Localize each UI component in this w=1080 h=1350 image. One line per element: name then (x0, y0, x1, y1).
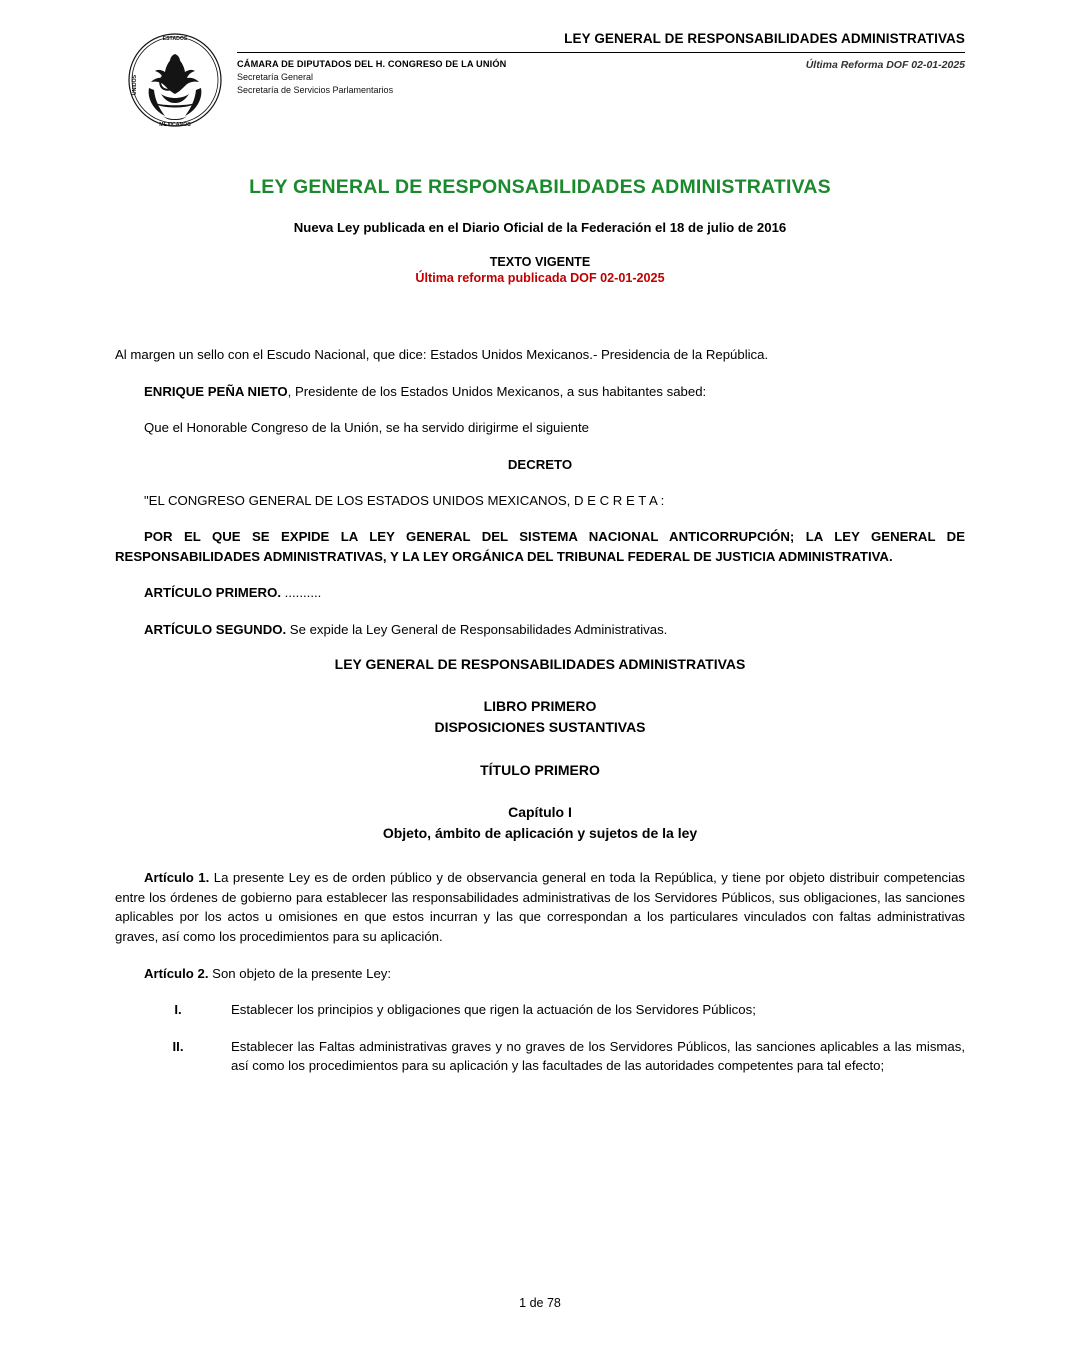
header-camara-line3: Secretaría de Servicios Parlamentarios (237, 85, 394, 96)
capitulo-nombre: Objeto, ámbito de aplicación y sujetos de la ley (382, 825, 698, 842)
fraccion-number: II. (172, 1038, 184, 1054)
capitulo-block (115, 802, 965, 844)
document-last-reform: Última reforma publicada DOF 02-01-2025 (415, 271, 665, 285)
header-camara-block (237, 58, 506, 97)
articulo-primero-label: ARTÍCULO PRIMERO. (144, 585, 282, 601)
president-name: ENRIQUE PEÑA NIETO (144, 383, 288, 399)
svg-text:ESTADOS: ESTADOS (162, 36, 188, 42)
articulo-2-label: Artículo 2. (144, 965, 209, 981)
svg-text:MEXICANOS: MEXICANOS (159, 122, 191, 128)
page-header (0, 0, 1080, 130)
expide-paragraph: POR EL QUE SE EXPIDE LA LEY GENERAL DEL SISTEMA NACIONAL ANTICORRUPCIÓN; LA LEY GENERAL DE RESPONSABILIDADES ADMINISTRATIVAS, Y LA LEY ORGÁNICA DEL TRIBUNAL FEDERAL DE JUSTICIA ADMINISTRATIVA. (115, 529, 965, 564)
list-item (115, 1000, 965, 1020)
margin-seal-paragraph: Al margen un sello con el Escudo Nacional, que dice: Estados Unidos Mexicanos.- Presidencia de la República. (115, 347, 769, 362)
president-rest: , Presidente de los Estados Unidos Mexicanos, a sus habitantes sabed: (287, 383, 707, 399)
fraccion-text: Establecer los principios y obligaciones que rigen la actuación de los Servidores Públicos; (231, 1002, 756, 1018)
libro-primero-heading: LIBRO PRIMERO (483, 698, 597, 715)
capitulo-heading: Capítulo I (508, 804, 572, 821)
header-subrow (237, 58, 965, 97)
congress-paragraph: Que el Honorable Congreso de la Unión, se ha servido dirigirme el siguiente (144, 420, 589, 436)
page-footer (0, 1296, 1080, 1310)
header-text-block (237, 28, 965, 97)
document-title: LEY GENERAL DE RESPONSABILIDADES ADMINISTRATIVAS (249, 176, 831, 198)
disposiciones-heading: DISPOSICIONES SUSTANTIVAS (434, 719, 646, 736)
titulo-primero-heading: TÍTULO PRIMERO (480, 762, 600, 779)
header-camara-line2: Secretaría General (237, 72, 314, 83)
articulo-primero-paragraph (115, 583, 965, 603)
articulo-1-text: La presente Ley es de orden público y de observancia general en toda la República, y tiene por objeto distribuir competencias entre los órdenes de gobierno para establecer las responsabilidades administrativas de los Servidores Públicos, sus obligaciones, las sanciones aplicables por los actos u omisiones en que estos incurran y las que correspondan a los particulares vinculados con faltas administrativas graves, así como los procedimientos para su aplicación. (115, 870, 965, 944)
articulo-1-label: Artículo 1. (144, 870, 210, 886)
decreta-paragraph: "EL CONGRESO GENERAL DE LOS ESTADOS UNIDOS MEXICANOS, D E C R E T A : (144, 492, 665, 508)
document-subtitle: Nueva Ley publicada en el Diario Oficial de la Federación el 18 de julio de 2016 (293, 220, 787, 235)
articulo-2-text: Son objeto de la presente Ley: (208, 965, 392, 981)
escudo-nacional-icon (125, 30, 225, 130)
header-last-reform: Última Reforma DOF 02-01-2025 (805, 59, 965, 71)
articulo-segundo-label: ARTÍCULO SEGUNDO. (144, 621, 287, 637)
header-camara-line1: CÁMARA DE DIPUTADOS DEL H. CONGRESO DE LA UNIÓN (237, 59, 507, 69)
president-paragraph (115, 382, 965, 402)
articulo-1-paragraph (115, 868, 965, 946)
libro-block (115, 696, 965, 738)
header-law-title: LEY GENERAL DE RESPONSABILIDADES ADMINISTRATIVAS (564, 31, 965, 46)
fraccion-number: I. (174, 1002, 182, 1018)
articulo-primero-text: .......... (281, 585, 322, 601)
law-heading: LEY GENERAL DE RESPONSABILIDADES ADMINISTRATIVAS (334, 656, 746, 673)
svg-text:UNIDOS: UNIDOS (132, 74, 138, 96)
page-number: 1 de 78 (519, 1296, 561, 1310)
header-law-title-row (237, 30, 965, 53)
articulo-2-paragraph (115, 964, 965, 984)
fraccion-text: Establecer las Faltas administrativas graves y no graves de los Servidores Públicos, las sanciones aplicables a las mismas, así como los procedimientos para su aplicación y las facultades de las autoridades competentes para tal efecto; (231, 1038, 965, 1074)
document-status: TEXTO VIGENTE (489, 255, 591, 269)
decreto-heading: DECRETO (507, 456, 573, 472)
list-item (115, 1037, 965, 1076)
document-body (0, 176, 1080, 1076)
articulo-segundo-paragraph (115, 620, 965, 640)
articulo-segundo-text: Se expide la Ley General de Responsabilidades Administrativas. (286, 621, 668, 637)
